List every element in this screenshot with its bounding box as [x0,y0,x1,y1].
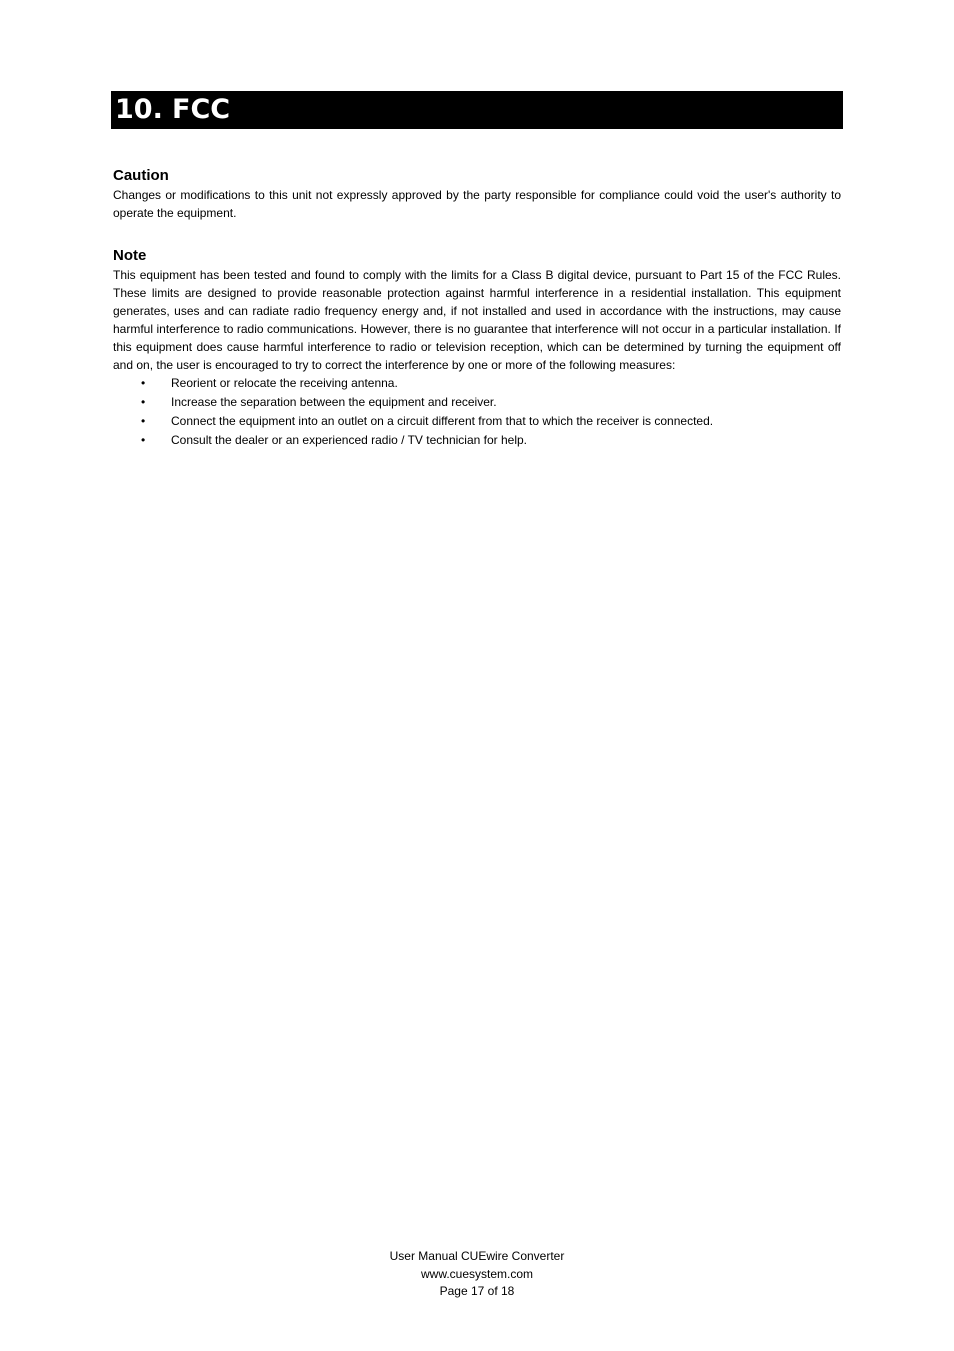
list-item [113,412,841,431]
measure-text: Connect the equipment into an outlet on a circuit different from that to which the receiver is connected. [171,413,714,428]
measures-list [113,374,841,449]
caution-section [113,167,841,223]
chapter-number: 10. [115,94,163,125]
list-item [113,374,841,393]
caution-heading: Caution [113,167,169,184]
bullet-icon: • [141,413,146,428]
measure-text: Increase the separation between the equipment and receiver. [171,395,497,410]
chapter-heading-bar [111,91,843,129]
chapter-title: FCC [172,94,231,125]
bullet-icon: • [141,432,146,447]
note-text: This equipment has been tested and found to comply with the limits for a Class B digital device, pursuant to Part 15 of the FCC Rules. These limits are designed to provide reasonable protection against harmful interference in a residential installation. This equipment generates, uses and can radiate radio frequency energy and, if not installed and used in accordance with the instructions, may cause harmful interference to radio communications. However, there is no guarantee that interference will not occur in a particular installation. If this equipment does cause harmful interference to radio or television reception, which can be determined by turning the equipment off and on, the user is encouraged to try to correct the interference by one or more of the following measures: [113,268,841,372]
measure-text: Reorient or relocate the receiving antenna. [171,376,398,391]
list-item [113,393,841,412]
measure-text: Consult the dealer or an experienced radio / TV technician for help. [171,432,527,447]
bullet-icon: • [141,376,146,391]
page-footer [0,1248,954,1301]
note-section [113,247,841,449]
footer-page-number: Page 17 of 18 [439,1284,515,1299]
bullet-icon: • [141,395,146,410]
note-heading: Note [113,247,147,264]
list-item [113,431,841,450]
caution-text: Changes or modifications to this unit not expressly approved by the party responsible for compliance could void the user's authority to operate the equipment. [113,188,841,220]
footer-manual-title: User Manual CUEwire Converter [389,1249,565,1263]
footer-website: www.cuesystem.com [420,1266,534,1281]
